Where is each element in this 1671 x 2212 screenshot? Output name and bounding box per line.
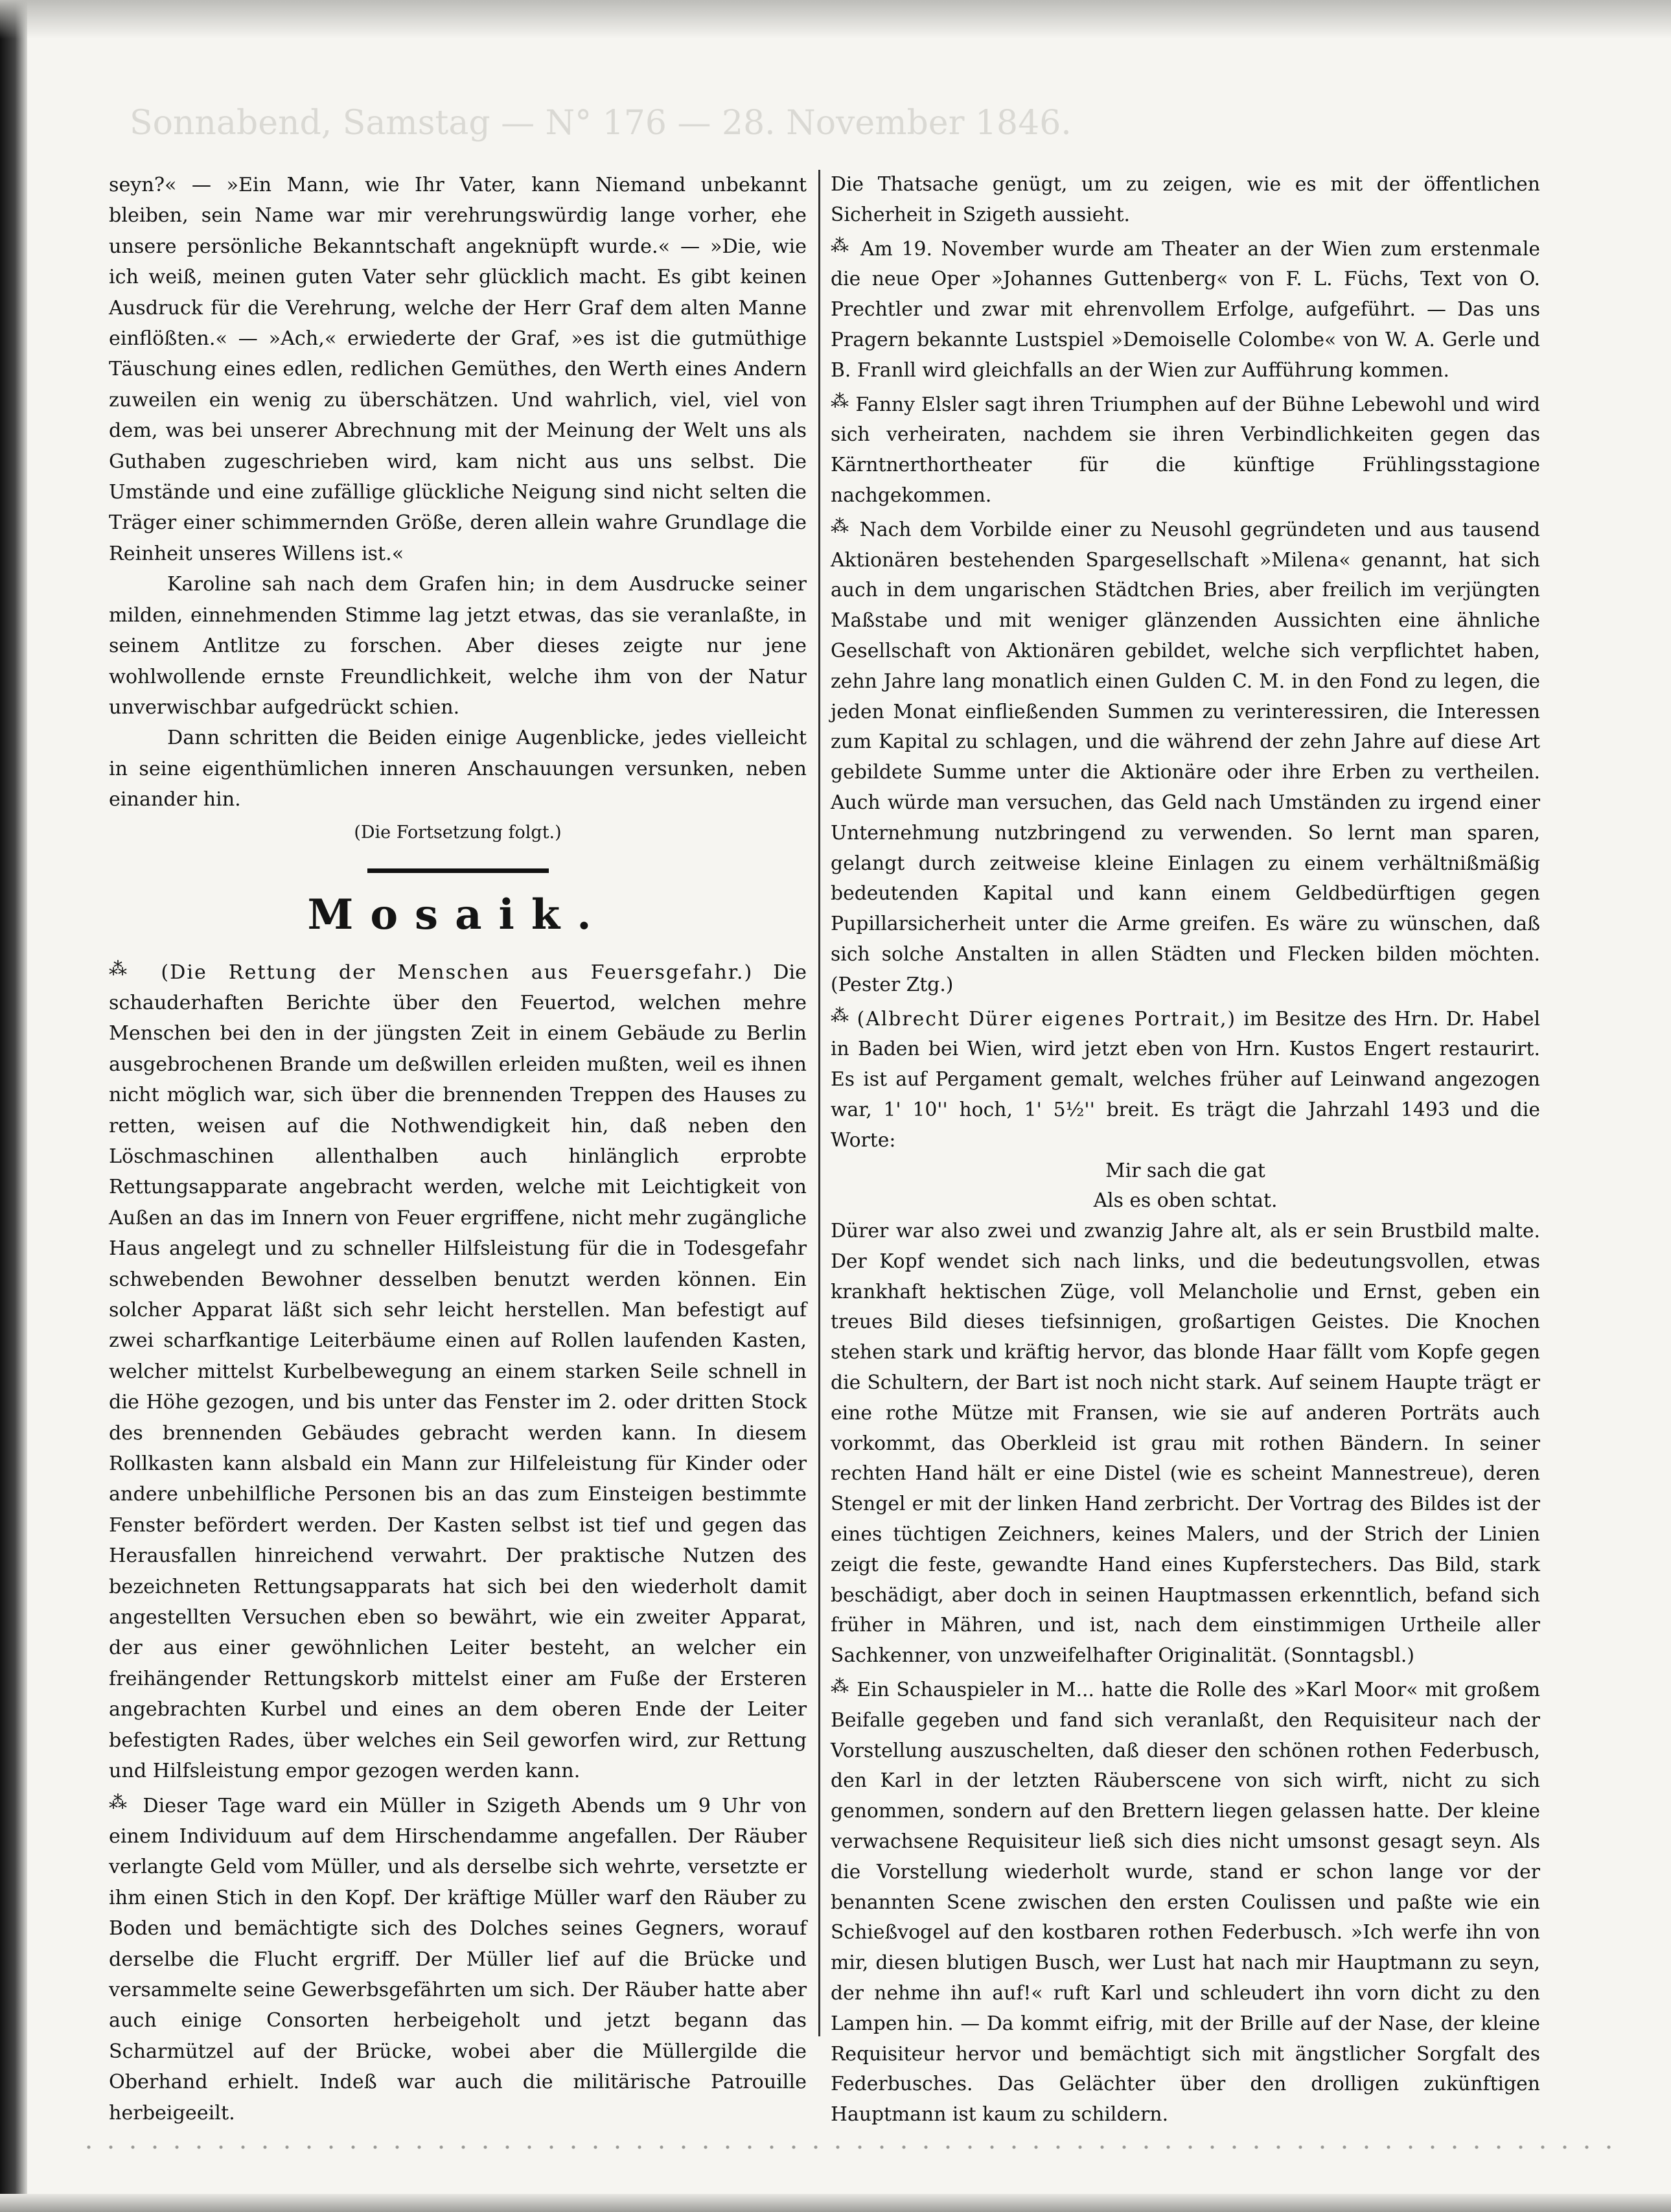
article-robber xyxy=(109,1787,807,2128)
karoline-paragraph: Karoline sah nach dem Grafen hin; in dem Ausdrucke seiner milden, einnehmenden Stimme lag jetzt etwas, das sie veranlaßte, in seinem Antlitze zu forschen. Aber dieses zeigte nur jene wohlwollende ernste Freundlichkeit, welche ihm von der Natur unverwischbar aufgedrückt schien. xyxy=(109,573,807,719)
bottom-page-edge xyxy=(0,2194,1671,2212)
asterism-icon: ⁂ xyxy=(109,957,141,979)
dialogue-paragraph: seyn?« — »Ein Mann, wie Ihr Vater, kann Niemand unbekannt bleiben, sein Name war mir verehrungswürdig lange vorher, ehe unsere persönliche Bekanntschaft angeknüpft wurde.« — »Die, wie ich weiß, meinen guten Vater sehr glücklich macht. Es gibt keinen Ausdruck für die Verehrung, welche der Herr Graf dem alten Manne einflößten.« — »Ach,« erwiederte der Graf, »es ist die gutmüthige Täuschung eines edlen, redlichen Gemüthes, den Werth eines Andern zuweilen ein wenig zu überschätzen. Und wahrlich, viel, viel von dem, was bei unserer Abrechnung mit der Meinung der Welt uns als Guthaben zugeschrieben wird, kam nicht aus uns selbst. Die Umstände und eine zufällige glückliche Neigung sind nicht selten die Träger einer schimmernden Größe, deren allein wahre Grundlage die Reinheit unseres Willens ist.« xyxy=(109,174,807,565)
article-duerer xyxy=(831,1001,1540,1156)
article-duerer-description: Dürer war also zwei und zwanzig Jahre alt, als er sein Brustbild malte. Der Kopf wendet sich nach links, und die bedeutungsvollen, etwas krankhaft hektischen Züge, voll Melancholie und Ernst, geben ein treues Bild dieses tiefsinnigen, großartigen Geistes. Die Knochen stehen stark und kräftig hervor, das blonde Haar fällt vom Kopfe gegen die Schultern, der Bart ist noch nicht stark. Auf seinem Haupte trägt er eine rothe Mütze mit Fransen, wie sie auf anderen Porträts auch vorkommt, das Oberkleid ist grau mit rothen Bändern. In seiner rechten Hand hält er eine Distel (wie es scheint Mannestreue), deren Stengel er mit der linken Hand zerbricht. Der Vortrag des Bildes ist der eines tüchtigen Zeichners, keines Malers, und der Strich der Linien zeigt die feste, gewandte Hand eines Kupferstechers. Das Bild, stark beschädigt, aber doch in seinen Hauptmassen erkenntlich, befand sich früher in Mähren, und ist, nach dem einstimmigen Urtheile aller Sachkenner, von unzweifelhafter Originalität. (Sonntagsbl.) xyxy=(831,1220,1540,1668)
article-rescue xyxy=(109,953,807,1787)
continuation-note: (Die Fortsetzung folgt.) xyxy=(354,822,562,843)
asterism-icon: ⁂ xyxy=(109,1791,132,1813)
bottom-dotted-border xyxy=(78,2145,1620,2149)
article-rescue-title: (Die Rettung der Menschen aus Feuersgefahr.) xyxy=(161,960,754,984)
section-heading-mosaik: Mosaik. xyxy=(307,890,608,939)
asterism-icon: ⁂ xyxy=(831,1675,850,1697)
article-savings-text: Nach dem Vorbilde einer zu Neusohl gegründeten und aus tausend Aktionären bestehenden Spargesellschaft »Milena« genannt, hat sich auch in dem ungarischen Städtchen Bries, aber freilich im verjüngten Maßstabe und mit weniger glänzenden Aussichten eine ähnliche Gesellschaft von Aktionären gebildet, welche sich verpflichtet haben, zehn Jahre lang monatlich einen Gulden C. M. in den Fond zu legen, die jeden Monat einfließenden Summen zu verinteressiren, die Interessen zum Kapital zu schlagen, und die während der zehn Jahre auf diese Art gebildete Summe unter die Aktionäre oder ihre Erben zu vertheilen. Auch würde man versuchen, das Geld nach Umständen zu irgend einer Unternehmung nutzbringend zu verwenden. So lernt man sparen, gelangt durch zeitweise kleine Einlagen zu einem verhältnißmäßig bedeutenden Kapital und kann einem Geldbedürftigen gegen Pupillarsicherheit unter die Arme greifen. Es wäre zu wünschen, daß sich solche Anstalten in allen Städten und Flecken bilden möchten. (Pester Ztg.) xyxy=(831,518,1541,996)
verse-line: Als es oben schtat. xyxy=(1093,1189,1278,1213)
left-column xyxy=(109,170,807,2128)
article-rescue-text: Die schauderhaften Berichte über den Feuertod, welchen mehre Menschen bei den in der jüngsten Zeit in einem Gebäude zu Berlin ausgebrochenen Brande um deßwillen erleiden mußten, weil es ihnen nicht möglich war, sich über die brennenden Treppen des Hauses zu retten, weisen auf die Nothwendigkeit hin, daß neben den Löschmaschinen allenthalben auch hinlänglich erprobte Rettungsapparate angebracht werden, welche mit Leichtigkeit von Außen an das im Innern von Feuer ergriffene, nicht mehr zugängliche Haus angelegt und zu schneller Hilfsleistung für die in Todesgefahr schwebenden Bewohner desselben benutzt werden können. Ein solcher Apparat läßt sich sehr leicht herstellen. Man befestigt auf zwei scharfkantige Leiterbäume einen auf Rollen laufenden Kasten, welcher mittelst Kurbelbewegung an einem starken Seile schnell in die Höhe gezogen, und bis unter das Fenster im 2. oder dritten Stock des brennenden Gebäudes gebracht werden kann. In diesem Rollkasten kann alsbald ein Mann zur Hilfeleistung für Kinder oder andere unbehilfliche Personen bis an das zum Einsteigen bestimmte Fenster befördert werden. Der Kasten selbst ist tief und gegen das Herausfallen hinreichend verwahrt. Der praktische Nutzen des bezeichneten Rettungsapparats hat sich bei den wiederholt damit angestellten Versuchen eben so bewährt, wie ein zweiter Apparat, der aus einer gewöhnlichen Leiter besteht, an welcher ein freihängender Rettungskorb mittelst einer am Fuße der Ersteren angebrachten Kurbel und eines an dem oberen Ende der Leiter befestigten Rades, über welches ein Seil geworfen wird, zur Rettung und Hilfsleistung empor gezogen werden kann. xyxy=(109,960,807,1783)
article-robber-text: Dieser Tage ward ein Müller in Szigeth Abends um 9 Uhr von einem Individuum auf dem Hirschendamme angefallen. Der Räuber verlangte Geld vom Müller, und als derselbe sich wehrte, versetzte er ihm einen Stich in den Kopf. Der kräftige Müller warf den Räuber zu Boden und bemächtigte sich des Dolches seines Gegners, worauf derselbe die Flucht ergriff. Der Müller lief auf die Brücke und versammelte seine Gewerbsgefährten um sich. Der Räuber hatte aber auch einige Consorten herbeigeholt und jetzt begann das Scharmützel auf der Brücke, wobei aber die Müllergilde die Oberhand erhielt. Indeß war auch die militärische Patrouille herbeigeeilt. xyxy=(109,1794,807,2125)
top-edge-shadow xyxy=(0,0,1671,39)
asterism-icon: ⁂ xyxy=(831,1004,850,1026)
closing-paragraph: Dann schritten die Beiden einige Augenblicke, jedes vielleicht in seine eigenthümlichen inneren Anschauungen versunken, neben einander hin. xyxy=(109,727,807,811)
article-elssler xyxy=(831,386,1540,511)
article-duerer-title: (Albrecht Dürer eigenes Portrait,) xyxy=(857,1007,1237,1030)
article-actor xyxy=(831,1671,1540,2130)
bleed-through-masthead: Sonnabend, Samstag — N° 176 — 28. November 1846. xyxy=(130,104,1072,143)
column-divider xyxy=(818,170,820,2036)
asterism-icon: ⁂ xyxy=(831,390,849,412)
article-theater-text: Am 19. November wurde am Theater an der Wien zum erstenmale die neue Oper »Johannes Guttenberg« von F. L. Füchs, Text von O. Prechtler und zwar mit ehrenvollem Erfolge, aufgeführt. — Das uns Pragern bekannte Lustspiel »Demoiselle Colombe« von W. A. Gerle und B. Franll wird gleichfalls an der Wien zur Aufführung kommen. xyxy=(831,237,1540,382)
article-elssler-text: Fanny Elsler sagt ihren Triumphen auf der Bühne Lebewohl und wird sich verheiraten, nachdem sie ihren Verbindlichkeiten gegen das Kärntnerthortheater für die künftige Frühlingsstagione nachgekommen. xyxy=(831,393,1540,507)
article-savings xyxy=(831,511,1540,1001)
inscription-verse xyxy=(831,1156,1540,1217)
article-robber-end: Die Thatsache genügt, um zu zeigen, wie es mit der öffentlichen Sicherheit in Szigeth aussieht. xyxy=(831,173,1540,226)
article-theater xyxy=(831,231,1540,386)
asterism-icon: ⁂ xyxy=(831,234,852,256)
article-duerer-text: im Besitze des Hrn. Dr. Habel in Baden bei Wien, wird jetzt eben von Hrn. Kustos Engert restaurirt. Es ist auf Pergament gemalt, welches früher auf Leinwand angezogen war, 1' 10'' hoch, 1' 5½'' breit. Es trägt die Jahrzahl 1493 und die Worte: xyxy=(831,1007,1540,1152)
article-actor-text: Ein Schauspieler in M... hatte die Rolle des »Karl Moor« mit großem Beifalle gegeben und fand sich veranlaßt, den Requisiteur nach der Vorstellung auszuschelten, daß dieser den schönen rothen Federbusch, den Karl in der letzten Räuberscene von sich wirft, nicht zu sich genommen, sondern auf den Brettern liegen gelassen hatte. Der kleine verwachsene Requisiteur ließ sich dies nicht umsonst gesagt seyn. Als die Vorstellung wiederholt wurde, stand er schon lange vor der benannten Scene zwischen den ersten Coulissen und paßte wie ein Schießvogel auf den kostbaren rothen Federbusch. »Ich werfe ihn von mir, diesen blutigen Busch, wer Lust hat nach mir Hauptmann zu seyn, der nehme ihn auf!« ruft Karl und schleudert ihn vorn dicht zu den Lampen hin. — Da kommt eifrig, mit der Brille auf der Nase, der kleine Requisiteur hervor und bemächtigt sich mit ängstlicher Sorgfalt des Federbusches. Das Gelächter über den drolligen zukünftigen Hauptmann ist kaum zu schildern. xyxy=(831,1679,1541,2126)
section-rule xyxy=(367,868,549,873)
book-spine-shadow xyxy=(0,0,27,2212)
right-column xyxy=(831,170,1540,2130)
verse-line: Mir sach die gat xyxy=(1105,1159,1265,1182)
asterism-icon: ⁂ xyxy=(831,515,851,537)
